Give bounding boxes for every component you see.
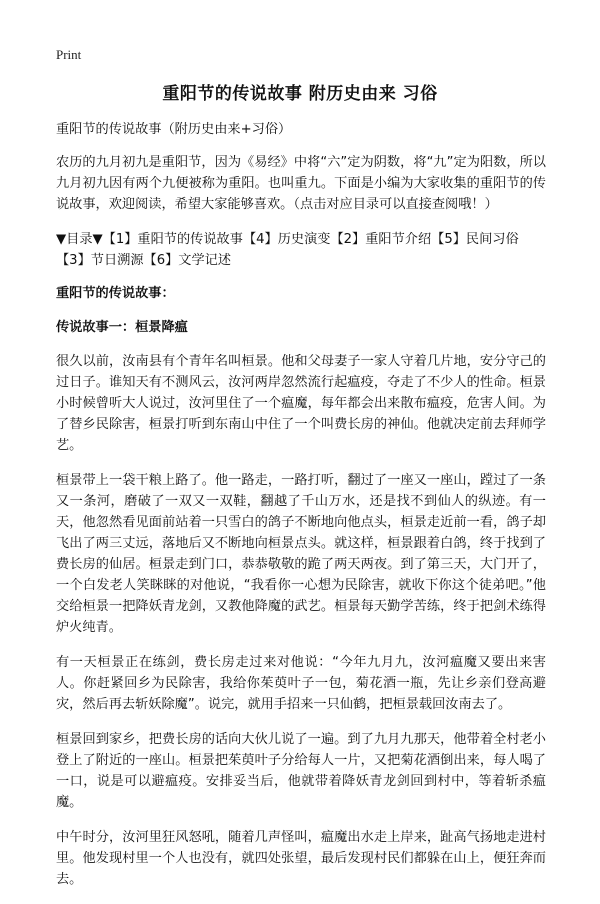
story-paragraph: 有一天桓景正在练剑，费长房走过来对他说：“今年九月九，汝河瘟魔又要出来害人。你赶紧回乡为民除害，我给你茱萸叶子一包，菊花酒一瓶，先让乡亲们登高避灾，然后再去斩妖除魔”。说完，就用手招来一只仙鹤，把桓景载回汝南去了。 bbox=[56, 655, 546, 712]
section-heading: 重阳节的传说故事： bbox=[56, 286, 175, 301]
toc-item-5[interactable]: 【5】民间习俗 bbox=[431, 232, 519, 247]
table-of-contents bbox=[56, 229, 546, 271]
toc-item-6[interactable]: 【6】文学记述 bbox=[143, 253, 232, 268]
toc-prefix: ▼目录▼ bbox=[56, 232, 103, 247]
toc-item-2[interactable]: 【2】重阳节介绍 bbox=[330, 232, 432, 247]
intro-paragraph: 农历的九月初九是重阳节，因为《易经》中将“六”定为阴数，将“九”定为阳数，所以九月初九因有两个九便被称为重阳。也叫重九。下面是小编为大家收集的重阳节的传说故事，欢迎阅读，希望大家能够喜欢。（点击对应目录可以直接查阅哦！） bbox=[56, 155, 546, 212]
toc-item-4[interactable]: 【4】历史演变 bbox=[242, 232, 331, 247]
story-paragraph: 很久以前，汝南县有个青年名叫桓景。他和父母妻子一家人守着几片地，安分守己的过日子。谁知天有不测风云，汝河两岸忽然流行起瘟疫，夺走了不少人的性命。桓景小时候曾听大人说过，汝河里住了一个瘟魔，每年都会出来散布瘟疫，危害人间。为了替乡民除害，桓景打听到东南山中住了一个叫费长房的神仙。他就决定前去拜师学艺。 bbox=[56, 354, 546, 453]
story-heading: 传说故事一：桓景降瘟 bbox=[56, 320, 188, 335]
story-paragraph: 桓景回到家乡，把费长房的话向大伙儿说了一遍。到了九月九那天，他带着全村老小登上了附近的一座山。桓景把茱萸叶子分给每人一片，又把菊花酒倒出来，每人喝了一口，说是可以避瘟疫。安排妥当后，他就带着降妖青龙剑回到村中，等着斩杀瘟魔。 bbox=[56, 732, 546, 810]
toc-item-3[interactable]: 【3】节日溯源 bbox=[56, 253, 144, 268]
toc-item-1[interactable]: 【1】重阳节的传说故事 bbox=[102, 232, 243, 247]
page-title: 重阳节的传说故事 附历史由来 习俗 bbox=[162, 84, 438, 104]
article-subtitle: 重阳节的传说故事（附历史由来+习俗） bbox=[56, 122, 292, 137]
print-link[interactable]: Print bbox=[56, 47, 82, 62]
story-paragraph: 中午时分，汝河里狂风怒吼，随着几声怪叫，瘟魔出水走上岸来，趾高气扬地走进村里。他发现村里一个人也没有，就四处张望，最后发现村民们都躲在山上，便狂奔而去。 bbox=[56, 830, 546, 887]
story-paragraph: 桓景带上一袋干粮上路了。他一路走，一路打听，翻过了一座又一座山，蹚过了一条又一条河，磨破了一双又一双鞋，翻越了千山万水，还是找不到仙人的纵迹。有一天，他忽然看见面前站着一只雪白的鸽子不断地向他点头，桓景走近前一看，鸽子却飞出了两三丈远，落地后又不断地向桓景点头。就这样，桓景跟着白鸽，终于找到了费长房的仙居。桓景走到门口，恭恭敬敬的跪了两天两夜。到了第三天，大门开了，一个白发老人笑眯眯的对他说，“我看你一心想为民除害，就收下你这个徒弟吧。”他交给桓景一把降妖青龙剑，又教他降魔的武艺。桓景每天勤学苦练，终于把剑术练得炉火纯青。 bbox=[56, 473, 546, 635]
article-body bbox=[56, 119, 546, 904]
